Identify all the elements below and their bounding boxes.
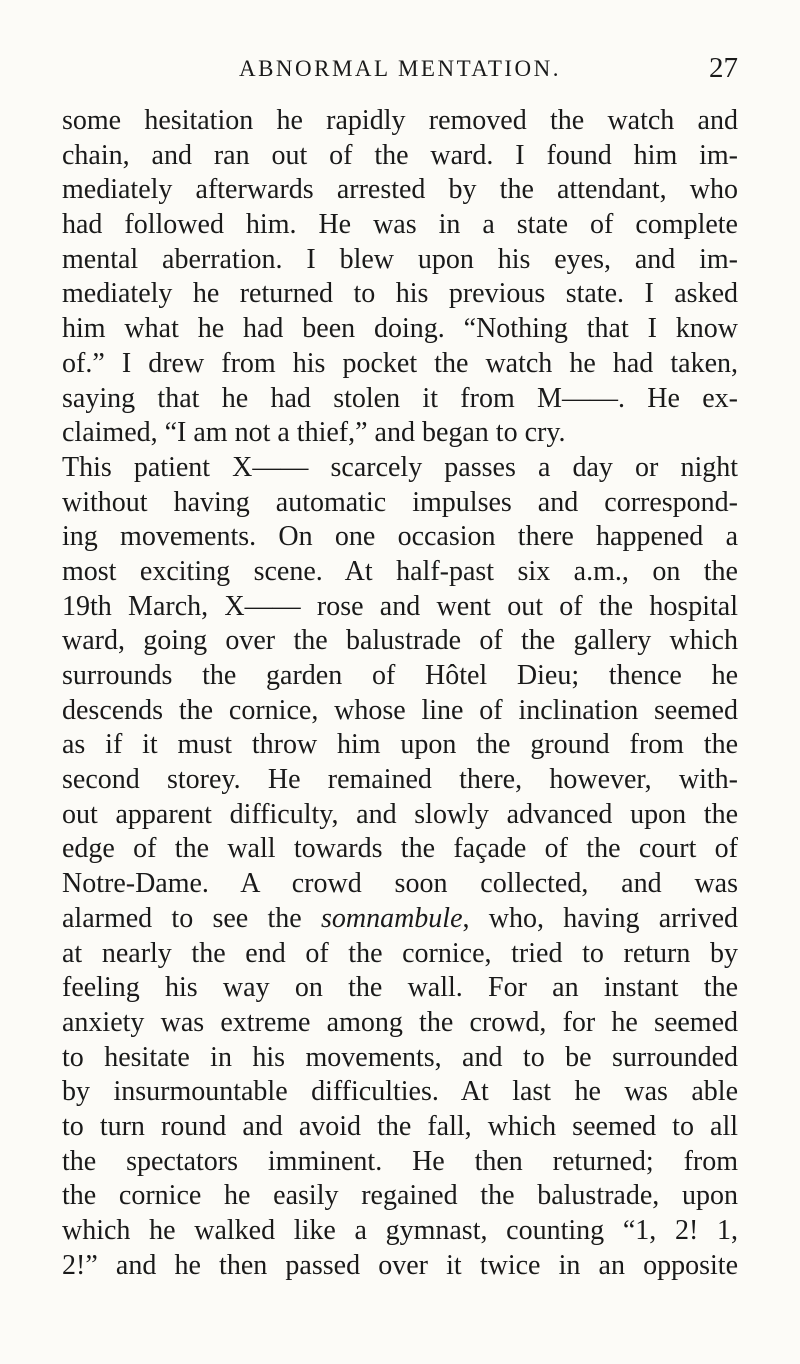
page-header (0, 50, 800, 90)
text-line: him what he had been doing. “Nothing that I know (62, 313, 738, 345)
text-line: surrounds the garden of Hôtel Dieu; thence he (62, 660, 738, 691)
text-line: had followed him. He was in a state of complete (62, 209, 738, 241)
text-line: the spectators imminent. He then returned; from (62, 1145, 738, 1177)
text-line: most exciting scene. At half-past six a.m., on the (62, 555, 738, 587)
text-line: out apparent difficulty, and slowly advanced upon the (62, 798, 738, 830)
text-line: at nearly the end of the cornice, tried to return by (62, 937, 738, 969)
text-line: 2!” and he then passed over it twice in an opposite (62, 1249, 738, 1281)
text-line: anxiety was extreme among the crowd, for he seemed (62, 1006, 738, 1038)
text-line: descends the cornice, whose line of inclination seemed (62, 694, 738, 726)
body-text (62, 104, 738, 1283)
text-line: mediately he returned to his previous state. I asked (62, 278, 738, 310)
text-line: second storey. He remained there, however, with- (62, 764, 738, 796)
page-number: 27 (709, 52, 738, 84)
running-head: ABNORMAL MENTATION. (238, 56, 562, 81)
text-line: the cornice he easily regained the balustrade, upon (62, 1180, 738, 1212)
text-line: edge of the wall towards the façade of the court of (62, 833, 738, 865)
text-line: 19th March, X—— rose and went out of the hospital (62, 590, 738, 622)
text-line-paragraph-start: This patient X—— scarcely passes a day or night (62, 451, 738, 483)
text-line: to turn round and avoid the fall, which seemed to all (62, 1110, 738, 1142)
text-line: by insurmountable difficulties. At last he was able (62, 1076, 738, 1108)
text-line-paragraph-end: claimed, “I am not a thief,” and began to cry. (62, 417, 566, 449)
text-line: saying that he had stolen it from M——. He ex- (62, 382, 738, 414)
text-line: alarmed to see the somnambule, who, having arrived (62, 902, 738, 934)
text-line: which he walked like a gymnast, counting “1, 2! 1, (62, 1215, 738, 1246)
text-line: mediately afterwards arrested by the attendant, who (62, 174, 738, 206)
text-line: Notre-Dame. A crowd soon collected, and was (62, 868, 738, 900)
text-line: ing movements. On one occasion there happened a (62, 521, 738, 553)
text-line: without having automatic impulses and correspond- (62, 486, 738, 518)
text-line: chain, and ran out of the ward. I found him im- (62, 139, 738, 171)
text-line: some hesitation he rapidly removed the watch and (62, 105, 738, 136)
text-line: ward, going over the balustrade of the gallery which (62, 625, 738, 657)
text-line: feeling his way on the wall. For an instant the (62, 972, 738, 1004)
text-line: of.” I drew from his pocket the watch he had taken, (62, 347, 738, 379)
text-line: to hesitate in his movements, and to be surrounded (62, 1041, 738, 1073)
italic-word: somnambule (320, 902, 463, 934)
text-line: mental aberration. I blew upon his eyes, and im- (62, 243, 738, 275)
text-line: as if it must throw him upon the ground from the (62, 729, 738, 761)
